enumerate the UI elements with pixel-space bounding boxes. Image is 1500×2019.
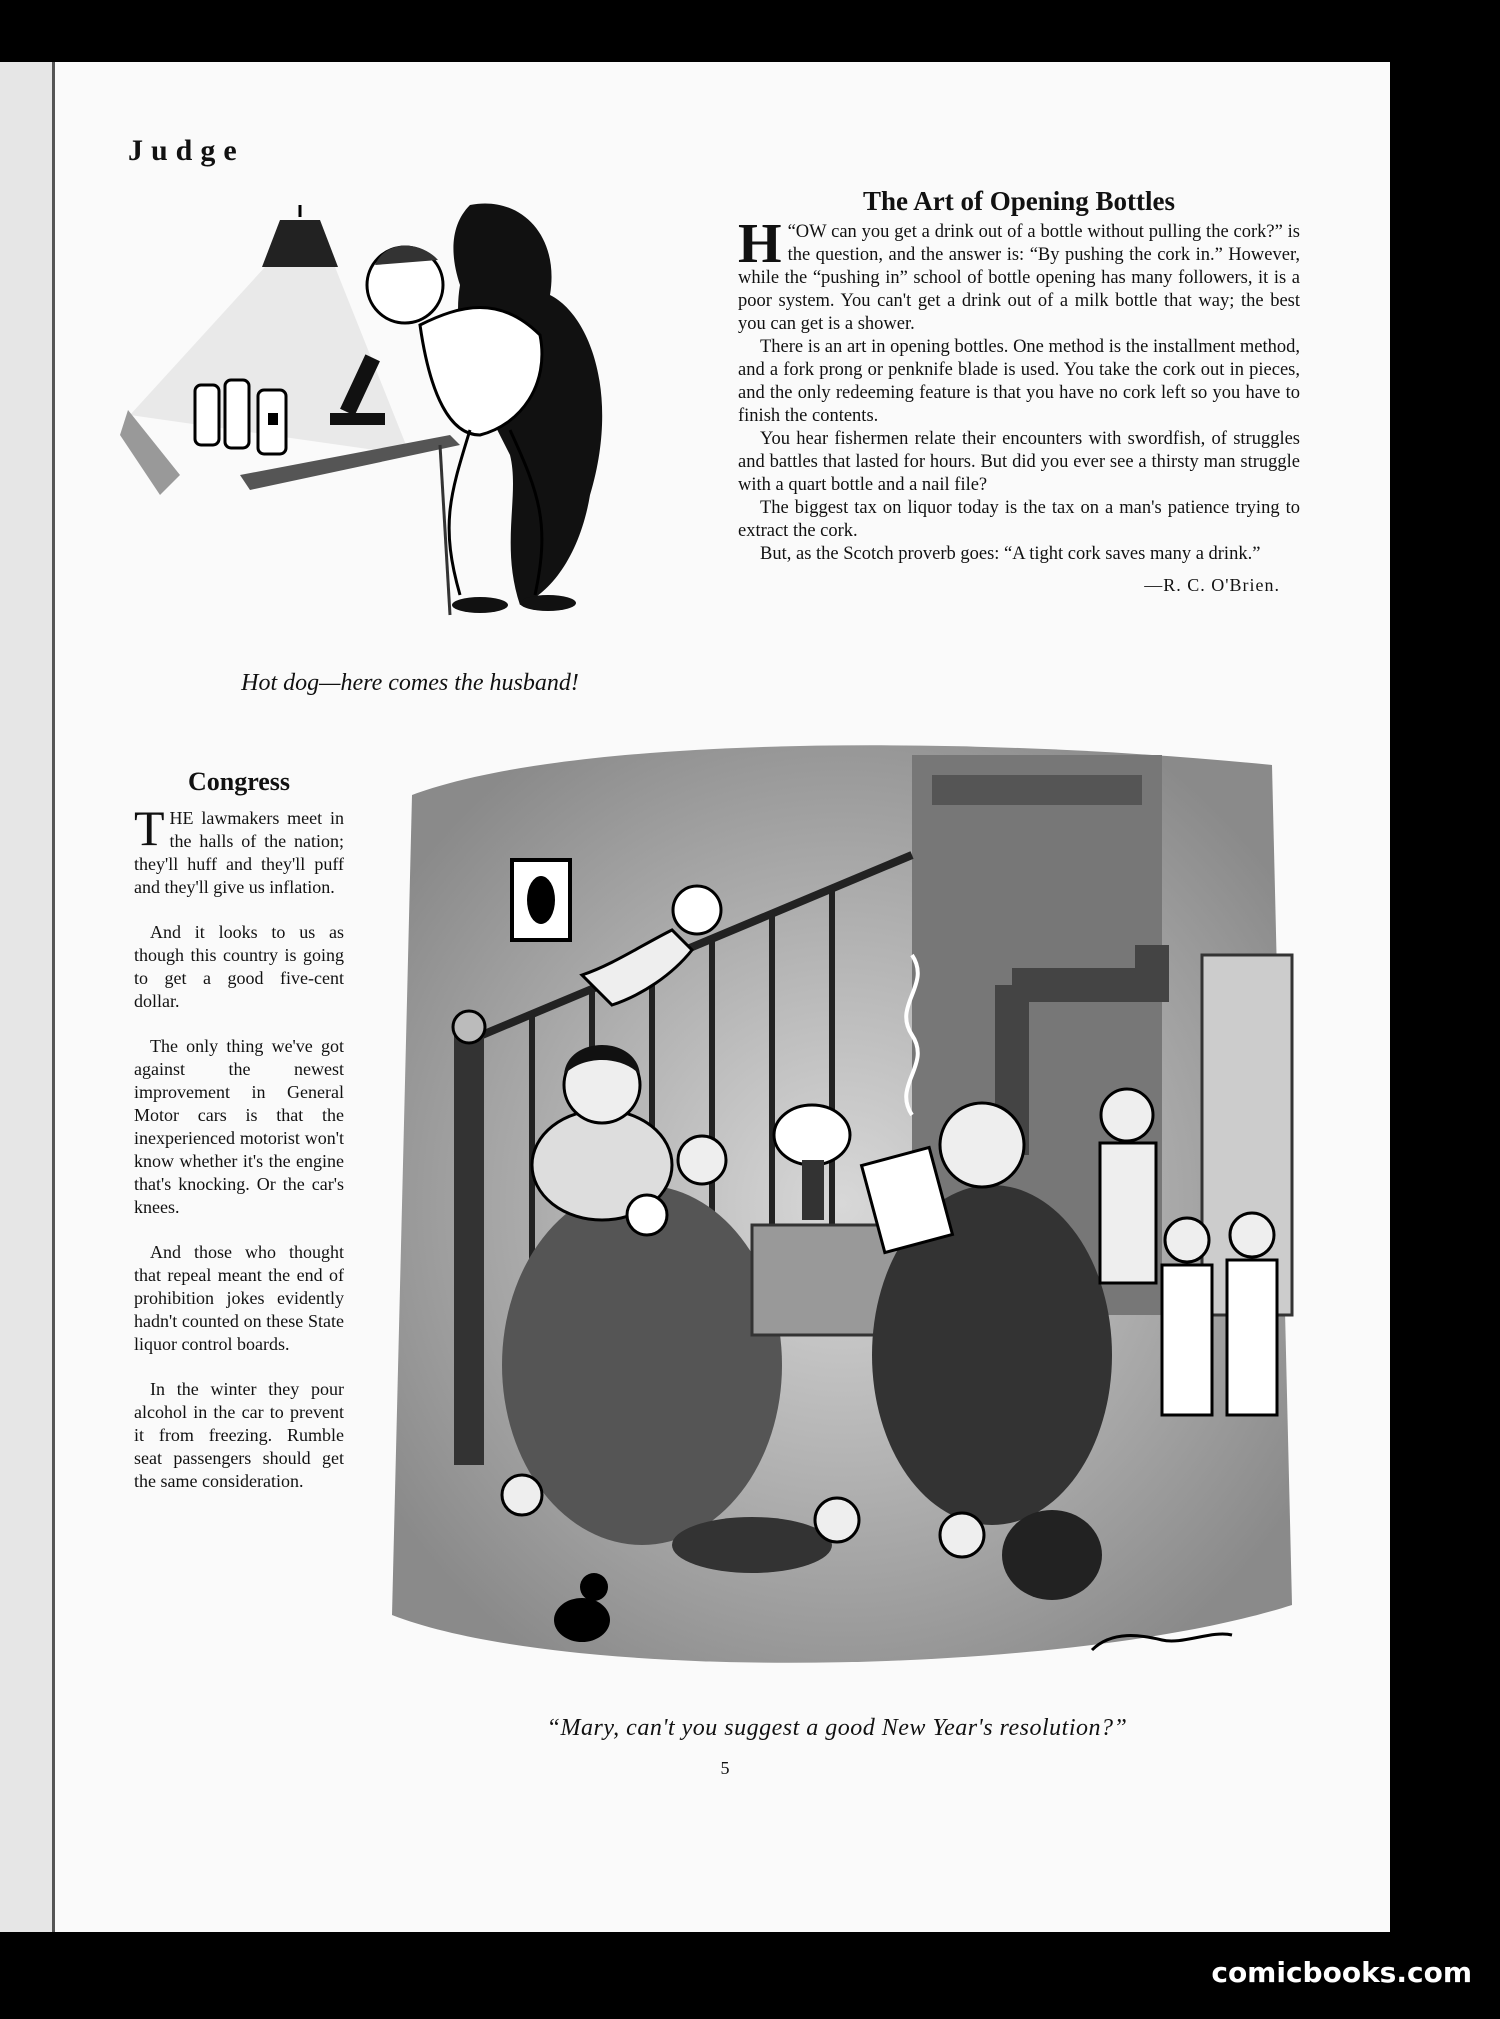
cartoon-family-illustration [372,735,1302,1690]
watermark: comicbooks.com [1211,1956,1472,1989]
article-paragraph: The biggest tax on liquor today is the tax on a man's patience trying to extract the cork. [738,498,1300,541]
article-paragraph: There is an art in opening bottles. One method is the installment method, and a fork prong or penknife blade is used. You take the cork out in pieces, and the only redeeming feature is that you have no cork left so you have to finish the contents. [738,337,1300,426]
open-quote: “ [787,222,796,242]
column-paragraph [134,800,344,899]
article-title: The Art of Opening Bottles [862,186,1175,216]
column-title: Congress [187,767,291,796]
masthead: Judge [128,134,245,167]
left-page-edge [0,62,52,1932]
article-byline: —R. C. O'Brien. [1144,575,1280,595]
column-congress [134,767,344,1515]
article-opening-bottles [738,186,1300,597]
cartoon-caption-hot-dog: Hot dog—here comes the husband! [241,670,579,696]
column-paragraph: And it looks to us as though this country is going to get a good five-cent dollar. [134,922,344,1011]
drop-cap: T [134,800,165,856]
paragraph-text: HE lawmakers meet in the halls of the nation; they'll huff and they'll puff and they'll give us inflation. [134,808,344,897]
column-paragraph: In the winter they pour alcohol in the car to prevent it from freezing. Rumble seat passengers should get the same consideration. [134,1379,344,1491]
page-number: 5 [720,1758,730,1778]
article-paragraph: You hear fishermen relate their encounters with swordfish, of struggles and battles that lasted for hours. But did you ever see a thirsty man struggle with a quart bottle and a nail file? [738,429,1300,495]
cartoon-caption-resolution: “Mary, can't you suggest a good New Year's resolution?” [546,1715,1128,1741]
drop-cap: H [738,213,782,275]
column-paragraph: The only thing we've got against the newest improvement in General Motor cars is that the inexperienced motorist won't know whether it's the engine that's knocking. Or the car's knees. [134,1036,344,1217]
article-paragraph: But, as the Scotch proverb goes: “A tight cork saves many a drink.” [760,544,1261,564]
article-paragraph [738,213,1300,336]
column-paragraph: And those who thought that repeal meant the end of prohibition jokes evidently hadn't counted on these State liquor control boards. [134,1242,344,1354]
cartoon-scientist-illustration [120,195,700,655]
paragraph-text: OW can you get a drink out of a bottle without pulling the cork?” is the question, and the answer is: “By pushing the cork in.” However, while the “pushing in” school of bottle opening has many followers, it is a poor system. You can't get a drink out of a milk bottle that way; the best you can get is a shower. [738,222,1300,334]
